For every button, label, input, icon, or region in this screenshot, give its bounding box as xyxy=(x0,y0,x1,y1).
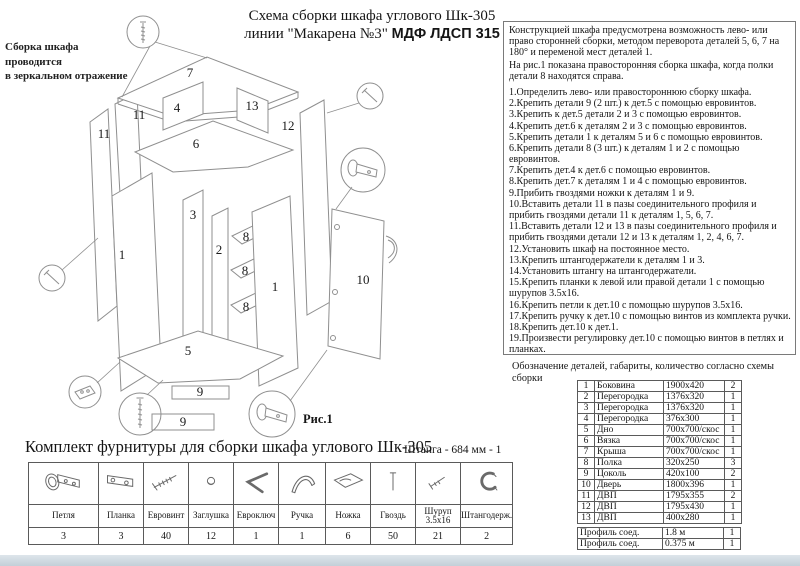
hardware-labels-row xyxy=(29,505,513,528)
diagram-part-label: 5 xyxy=(184,343,192,358)
diagram-part-label: 11 xyxy=(97,126,111,141)
parts-cell: Перегородка xyxy=(595,403,664,414)
parts-cell: 10 xyxy=(578,480,595,491)
instruction-step: 9.Прибить гвоздями ножки к деталям 1 и 9. xyxy=(509,187,695,199)
parts-cell: 2 xyxy=(725,469,742,480)
instructions-intro-2: На рис.1 показана правосторонняя сборка шкафа, когда полки детали 8 находятся справа. xyxy=(509,59,774,82)
parts-cell: 5 xyxy=(578,425,595,436)
parts-cell: Вязка xyxy=(595,436,664,447)
instruction-step: 19.Произвести регулировку дет.10 с помощью винтов в петлях и планках. xyxy=(509,333,784,355)
hardware-item-qty: 1 xyxy=(279,528,326,545)
tie-panel-6 xyxy=(135,121,293,172)
parts-cell: 700x700/скос xyxy=(664,447,725,458)
diagram-part-label: 1 xyxy=(118,247,126,262)
parts-cell: 1800x396 xyxy=(664,480,725,491)
hardware-item-qty: 3 xyxy=(29,528,99,545)
parts-cell: Цоколь xyxy=(595,469,664,480)
parts-table-row xyxy=(578,469,742,480)
partition-panel-2 xyxy=(212,208,228,357)
hardware-item-label: Шуруп 3.5x16 xyxy=(416,505,461,528)
instruction-step: 11.Вставить детали 12 и 13 в пазы соединительного профиля и прибить гвоздями детали 12 и 13 к деталям 1, 2, 4, 6, 7. xyxy=(509,221,777,244)
wardrobe-diagram-svg xyxy=(0,0,505,445)
parts-cell: 4 xyxy=(578,414,595,425)
hardware-item-label: Евровинт xyxy=(144,505,189,528)
parts-cell: 1795x355 xyxy=(664,491,725,502)
diagram-part-label: 13 xyxy=(245,98,259,113)
hardware-item-label: Планка xyxy=(99,505,144,528)
instruction-steps-list xyxy=(509,87,792,355)
profile-size: 1.8 м xyxy=(663,528,724,539)
parts-table-row xyxy=(578,425,742,436)
parts-table-row xyxy=(578,491,742,502)
parts-cell: 2 xyxy=(578,392,595,403)
hardware-item-qty: 6 xyxy=(326,528,371,545)
parts-table-row xyxy=(578,513,742,524)
diagram-part-label: 6 xyxy=(192,136,200,151)
diagram-part-label: 4 xyxy=(173,100,181,115)
page-title-material: МДФ ЛДСП 315 xyxy=(391,26,500,43)
parts-cell: 13 xyxy=(578,513,595,524)
parts-cell: 700x700/скос xyxy=(664,436,725,447)
profile-name: Профиль соед. xyxy=(578,539,663,550)
instructions-panel xyxy=(503,21,796,355)
mirror-assembly-note: Сборка шкафа проводится в зеркальном отражение xyxy=(5,41,128,83)
hardware-item-label: Ножка xyxy=(326,505,371,528)
parts-cell: 9 xyxy=(578,469,595,480)
diagram-part-label: 3 xyxy=(189,207,197,222)
profile-table xyxy=(577,527,741,550)
door-handle xyxy=(388,240,394,258)
parts-table-row xyxy=(578,392,742,403)
parts-cell: 1900x420 xyxy=(664,381,725,392)
parts-cell: Перегородка xyxy=(595,392,664,403)
profile-name: Профиль соед. xyxy=(578,528,663,539)
parts-cell: 1 xyxy=(578,381,595,392)
parts-cell: 320x250 xyxy=(664,458,725,469)
parts-cell: 1376x320 xyxy=(664,403,725,414)
parts-cell: ДВП xyxy=(595,491,664,502)
diagram-part-label: 8 xyxy=(242,229,250,244)
instruction-step: 10.Вставить детали 11 в пазы соединительного профиля и прибить гвоздями детали 11 к деталям 1, 5, 6, 7. xyxy=(509,198,757,221)
parts-cell: 2 xyxy=(725,491,742,502)
diagram-part-label: 2 xyxy=(215,242,223,257)
parts-cell: 1 xyxy=(725,436,742,447)
hardware-item-qty: 3 xyxy=(99,528,144,545)
door-handle xyxy=(386,236,397,263)
parts-table xyxy=(577,380,742,524)
hardware-item-qty: 40 xyxy=(144,528,189,545)
parts-table-wrap xyxy=(577,380,742,524)
parts-table-row xyxy=(578,502,742,513)
parts-cell: ДВП xyxy=(595,513,664,524)
euroscrew-icon xyxy=(137,398,144,428)
parts-cell: Дно xyxy=(595,425,664,436)
hardware-item-label: Евроключ xyxy=(234,505,279,528)
dvp-panel-12 xyxy=(300,100,332,315)
parts-cell: Крыша xyxy=(595,447,664,458)
parts-list-heading: Обозначение деталей, габариты, количество согласно схемы сборки xyxy=(512,361,774,385)
instruction-step: 14.Установить штангу на штангодержатели. xyxy=(509,265,697,277)
profile-table-wrap xyxy=(577,527,741,550)
parts-cell: 1 xyxy=(725,425,742,436)
window-bottom-strip xyxy=(0,555,800,566)
parts-cell: Дверь xyxy=(595,480,664,491)
instruction-step: 2.Крепить детали 9 (2 шт.) к дет.5 с помощью евровинтов. xyxy=(509,98,757,110)
parts-table-row xyxy=(578,403,742,414)
figure-label: Рис.1 xyxy=(303,412,333,426)
hardware-icons-row xyxy=(29,463,513,505)
parts-cell: 700x700/скос xyxy=(664,425,725,436)
parts-cell: 1 xyxy=(725,513,742,524)
instruction-step: 16.Крепить петли к дет.10 с помощью шурупов 3.5x16. xyxy=(509,299,743,311)
hardware-kit-heading: Комплект фурнитуры для сборки шкафа углового Шк-305 xyxy=(25,437,433,456)
parts-cell: 11 xyxy=(578,491,595,502)
instruction-step: 3.Крепить к дет.5 детали 2 и 3 с помощью евровинтов. xyxy=(509,109,742,121)
nail-icon xyxy=(371,463,416,505)
hexkey-icon xyxy=(234,463,279,505)
profile-qty: 1 xyxy=(724,539,741,550)
cap-icon xyxy=(189,463,234,505)
handle-icon xyxy=(279,463,326,505)
hardware-table xyxy=(28,462,513,545)
profile-row xyxy=(578,539,741,550)
leader-line xyxy=(97,362,120,383)
parts-cell: 1 xyxy=(725,480,742,491)
parts-cell: 3 xyxy=(725,458,742,469)
parts-cell: Перегородка xyxy=(595,414,664,425)
parts-cell: 6 xyxy=(578,436,595,447)
parts-table-row xyxy=(578,414,742,425)
hardware-item-qty: 12 xyxy=(189,528,234,545)
parts-table-row xyxy=(578,458,742,469)
plate-icon xyxy=(99,463,144,505)
parts-cell: Боковина xyxy=(595,381,664,392)
diagram-part-label: 10 xyxy=(356,272,370,287)
instruction-step: 8.Крепить дет.7 к деталям 1 и 4 с помощью евровинтов. xyxy=(509,176,747,188)
leader-line xyxy=(147,380,163,395)
hardware-item-label: Штангодерж. xyxy=(461,505,513,528)
nail-icon xyxy=(362,88,377,102)
diagram-part-label: 8 xyxy=(242,299,250,314)
profile-row xyxy=(578,528,741,539)
parts-cell: 8 xyxy=(578,458,595,469)
page-title-line2: линии "Макарена №3" МДФ ЛДСП 315 xyxy=(244,26,500,43)
parts-table-row xyxy=(578,381,742,392)
parts-cell: Полка xyxy=(595,458,664,469)
instruction-step: 17.Крепить ручку к дет.10 с помощью винтов из комплекта ручки. xyxy=(509,310,791,322)
rod-holder-icon xyxy=(461,463,513,505)
parts-table-row xyxy=(578,436,742,447)
parts-cell: 7 xyxy=(578,447,595,458)
diagram-part-label: 9 xyxy=(179,414,187,429)
hardware-item-label: Петля xyxy=(29,505,99,528)
parts-table-row xyxy=(578,480,742,491)
instruction-step: 4.Крепить дет.6 к деталям 2 и 3 с помощью евровинтов. xyxy=(509,120,747,132)
parts-cell: 420x100 xyxy=(664,469,725,480)
diagram-part-label: 12 xyxy=(281,118,295,133)
leader-line xyxy=(62,238,98,270)
diagram-part-label: 1 xyxy=(271,279,279,294)
instruction-step: 5.Крепить детали 1 к деталям 5 и 6 с помощью евровинтов. xyxy=(509,131,763,143)
parts-cell: 1795x430 xyxy=(664,502,725,513)
instructions-intro-1: Конструкцией шкафа предусмотрена возможность лево- или право сторонней сборки, методом переворота деталей 5, 6, 7 на 180° и переменой мест деталей 1. xyxy=(509,25,780,59)
leader-line xyxy=(155,42,207,58)
page-title-line1: Схема сборки шкафа углового Шк-305 xyxy=(248,8,496,24)
parts-cell: 1 xyxy=(725,502,742,513)
parts-cell: ДВП xyxy=(595,502,664,513)
diagram-part-label: 8 xyxy=(241,263,249,278)
instruction-step: 6.Крепить детали 8 (3 шт.) к деталям 1 и 2 с помощью евровинтов. xyxy=(509,142,740,166)
parts-cell: 3 xyxy=(578,403,595,414)
hardware-item-qty: 21 xyxy=(416,528,461,545)
instruction-step: 15.Крепить планки к левой или правой детали 1 с помощью шурупов 3.5x16. xyxy=(509,277,765,300)
diagram-part-label: 9 xyxy=(196,384,204,399)
plate-icon xyxy=(75,386,95,399)
parts-table-row xyxy=(578,447,742,458)
hardware-qty-row xyxy=(29,528,513,545)
instruction-step: 18.Крепить дет.10 к дет.1. xyxy=(509,321,619,333)
instruction-step: 13.Крепить штангодержатели к деталям 1 и 3. xyxy=(509,254,705,266)
parts-cell: 1376x320 xyxy=(664,392,725,403)
hardware-item-label: Ручка xyxy=(279,505,326,528)
leader-line xyxy=(336,187,352,209)
hinge-icon xyxy=(257,404,287,422)
hinge-icon xyxy=(348,160,377,177)
hardware-item-label: Гвоздь xyxy=(371,505,416,528)
foot-icon xyxy=(326,463,371,505)
parts-cell: 1 xyxy=(725,414,742,425)
diagram-part-label: 7 xyxy=(186,65,194,80)
exploded-assembly-diagram xyxy=(0,0,505,445)
leader-line xyxy=(327,103,359,113)
hardware-item-qty: 50 xyxy=(371,528,416,545)
instruction-step: 7.Крепить дет.4 к дет.6 с помощью евровинтов. xyxy=(509,165,711,177)
parts-cell: 12 xyxy=(578,502,595,513)
nail-icon xyxy=(44,270,59,284)
instruction-step: 1.Определить лево- или правостороннюю сборку шкафа. xyxy=(509,86,752,98)
parts-cell: 1 xyxy=(725,447,742,458)
parts-cell: 376x300 xyxy=(664,414,725,425)
hardware-item-label: Заглушка xyxy=(189,505,234,528)
profile-qty: 1 xyxy=(724,528,741,539)
profile-size: 0.375 м xyxy=(663,539,724,550)
rod-note: Штанга - 684 мм - 1 xyxy=(404,444,502,456)
hardware-table-wrap xyxy=(28,462,513,545)
hinge-icon xyxy=(29,463,99,505)
instruction-step: 12.Установить шкаф на постоянное место. xyxy=(509,243,690,255)
diagram-part-label: 11 xyxy=(132,107,146,122)
parts-cell: 1 xyxy=(725,403,742,414)
hardware-item-qty: 1 xyxy=(234,528,279,545)
hardware-item-qty: 2 xyxy=(461,528,513,545)
parts-cell: 1 xyxy=(725,392,742,403)
small-screw-icon xyxy=(416,463,461,505)
parts-cell: 400x280 xyxy=(664,513,725,524)
euroscrew-icon xyxy=(140,22,146,43)
euroscrew-icon xyxy=(144,463,189,505)
parts-cell: 2 xyxy=(725,381,742,392)
